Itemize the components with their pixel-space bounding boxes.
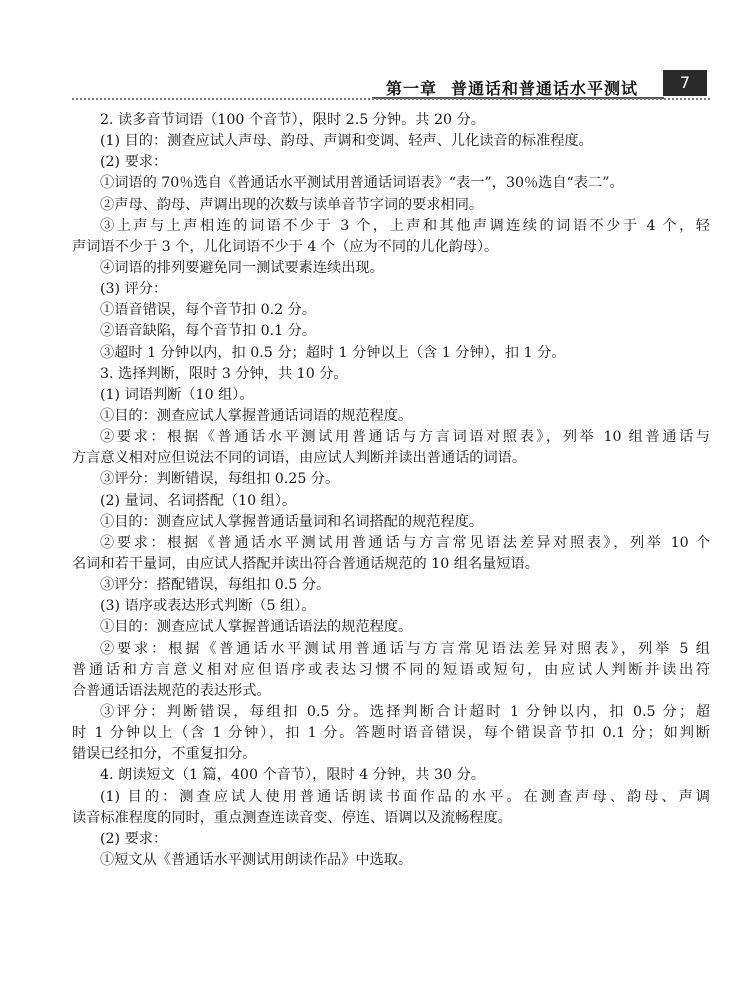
paragraph-line: 普通话和方言意义相对应但语序或表达习惯不同的短语或短句，由应试人判断并读出符 bbox=[72, 661, 710, 678]
section-heading-4: 4. 朗读短文（1 篇，400 个音节），限时 4 分钟，共 30 分。 bbox=[100, 767, 485, 784]
paragraph-line: 声词语不少于 3 个，儿化词语不少于 4 个（应为不同的儿化韵母）。 bbox=[72, 238, 499, 255]
paragraph-line: 合普通话语法规范的表达形式。 bbox=[72, 682, 271, 699]
paragraph-line: ①短文从《普通话水平测试用朗读作品》中选取。 bbox=[100, 851, 413, 868]
paragraph-line: (2) 要求： bbox=[100, 830, 168, 847]
section-heading-2: 2. 读多音节词语（100 个音节），限时 2.5 分钟。共 20 分。 bbox=[100, 112, 485, 128]
paragraph-line: ①词语的 70％选自《普通话水平测试用普通话词语表》“表一”，30％选自“表二”。 bbox=[100, 175, 624, 192]
chapter-title: 普通话和普通话水平测试 bbox=[451, 79, 639, 98]
paragraph-line: ①语音错误，每个音节扣 0.2 分。 bbox=[100, 302, 317, 319]
chapter-heading bbox=[386, 76, 638, 99]
paragraph-line: ②要求：根据《普通话水平测试用普通话与方言词语对照表》，列举 10 组普通话与 bbox=[100, 429, 710, 446]
paragraph-line: ②声母、韵母、声调出现的次数与读单音节字词的要求相同。 bbox=[100, 196, 484, 213]
paragraph-line: 时 1 分钟以上（含 1 分钟），扣 1 分。答题时语音错误，每个错误音节扣 0.1 分；如判断 bbox=[72, 725, 710, 742]
paragraph-line: ②要求：根据《普通话水平测试用普通话与方言常见语法差异对照表》，列举 5 组 bbox=[100, 640, 710, 657]
paragraph-line: 名词和若干量词，由应试人搭配并读出符合普通话规范的 10 组名量短语。 bbox=[72, 555, 539, 572]
paragraph-line: ③评分：搭配错误，每组扣 0.5 分。 bbox=[100, 577, 331, 594]
paragraph-line: ①目的：测查应试人掌握普通话语法的规范程度。 bbox=[100, 619, 413, 636]
page-number: 7 bbox=[663, 70, 707, 96]
paragraph-line: 错误已经扣分，不重复扣分。 bbox=[72, 746, 257, 763]
paragraph-line: (1) 目的：测查应试人使用普通话朗读书面作品的水平。在测查声母、韵母、声调 bbox=[100, 788, 710, 805]
paragraph-line: ③上声与上声相连的词语不少于 3 个，上声和其他声调连续的词语不少于 4 个，轻 bbox=[100, 217, 710, 234]
paragraph-line: 方言意义相对应但说法不同的词语，由应试人判断并读出普通话的词语。 bbox=[72, 450, 527, 467]
section-heading-3: 3. 选择判断，限时 3 分钟，共 10 分。 bbox=[100, 365, 348, 382]
paragraph-line: ①目的：测查应试人掌握普通话量词和名词搭配的规范程度。 bbox=[100, 513, 484, 530]
paragraph-line: 读音标准程度的同时，重点测查连读音变、停连、语调以及流畅程度。 bbox=[72, 809, 512, 826]
paragraph-line: ①目的：测查应试人掌握普通话词语的规范程度。 bbox=[100, 407, 413, 424]
paragraph-line: ④词语的排列要避免同一测试要素连续出现。 bbox=[100, 259, 384, 276]
paragraph-line: (1) 目的：测查应试人声母、韵母、声调和变调、轻声、儿化读音的标准程度。 bbox=[100, 133, 593, 150]
paragraph-line: ②要求：根据《普通话水平测试用普通话与方言常见语法差异对照表》，列举 10 个 bbox=[100, 534, 710, 551]
paragraph-line: ③评分：判断错误，每组扣 0.5 分。选择判断合计超时 1 分钟以内，扣 0.5 分；超 bbox=[100, 703, 710, 720]
paragraph-line: (2) 要求： bbox=[100, 154, 168, 171]
paragraph-line: ③超时 1 分钟以内，扣 0.5 分；超时 1 分钟以上（含 1 分钟），扣 1 分。 bbox=[100, 344, 566, 361]
paragraph-line: ③评分：判断错误，每组扣 0.25 分。 bbox=[100, 471, 340, 488]
body-text bbox=[72, 110, 710, 871]
paragraph-line: (3) 语序或表达形式判断（5 组）。 bbox=[100, 598, 316, 615]
paragraph-line: (1) 词语判断（10 组）。 bbox=[100, 386, 254, 403]
paragraph-line: (3) 评分： bbox=[100, 281, 168, 298]
running-header bbox=[0, 0, 750, 100]
paragraph-line: ②语音缺陷，每个音节扣 0.1 分。 bbox=[100, 323, 317, 340]
chapter-label: 第一章 bbox=[386, 79, 438, 98]
paragraph-line: (2) 量词、名词搭配（10 组）。 bbox=[100, 492, 297, 509]
